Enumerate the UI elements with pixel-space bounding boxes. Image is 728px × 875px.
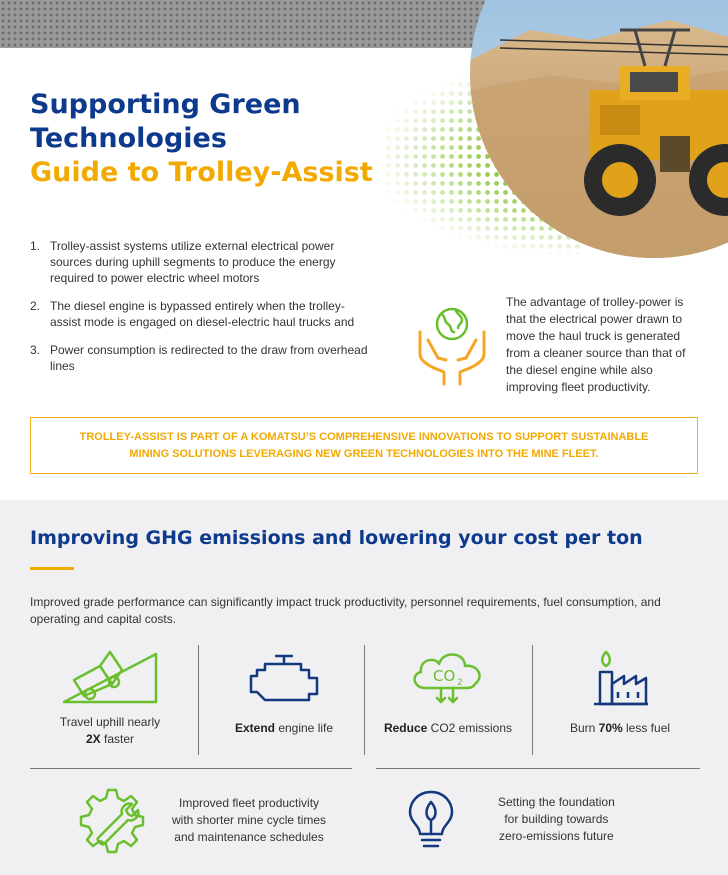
title-line-3: Guide to Trolley-Assist xyxy=(30,157,373,188)
callout-banner: TROLLEY-ASSIST IS PART OF A KOMATSU’S COMPREHENSIVE INNOVATIONS TO SUPPORT SUSTAINABLE MINING SOLUTIONS LEVERAGING NEW GREEN TECHNOLOGIES INTO THE MINE FLEET. xyxy=(30,417,698,474)
caption-text: for building towards xyxy=(504,811,609,826)
caption-text: with shorter mine cycle times xyxy=(172,812,327,827)
divider xyxy=(364,645,365,755)
feature-caption xyxy=(206,720,362,737)
feature-caption xyxy=(372,720,524,737)
caption-bold: 2X xyxy=(85,732,101,746)
co2-icon-label: CO xyxy=(433,667,456,685)
caption-bold: Extend xyxy=(234,721,275,735)
feature-caption xyxy=(172,795,326,846)
steps-list xyxy=(30,238,370,386)
feature-co2 xyxy=(372,644,524,737)
caption-bold: 70% xyxy=(598,721,623,735)
co2-icon-subscript: 2 xyxy=(457,678,463,688)
list-item xyxy=(30,238,370,286)
divider xyxy=(30,768,352,769)
gear-wrench-icon xyxy=(78,784,154,856)
engine-icon xyxy=(247,652,321,704)
divider xyxy=(376,768,700,769)
truck-uphill-icon xyxy=(60,644,160,704)
list-item xyxy=(30,342,370,374)
step-text: The diesel engine is bypassed entirely when the trolley-assist mode is engaged on diesel-electric haul trucks and xyxy=(50,299,355,329)
divider xyxy=(532,645,533,755)
heading-underline xyxy=(30,567,74,570)
feature-zero-emissions xyxy=(406,788,696,850)
section-intro: Improved grade performance can significantly impact truck productivity, personnel requirements, fuel consumption, and operating and capital costs. xyxy=(30,595,661,626)
caption-text: faster xyxy=(100,732,135,746)
caption-text: Improved fleet productivity xyxy=(178,795,320,810)
step-number: 1. xyxy=(30,239,41,253)
caption-text: Setting the foundation xyxy=(498,794,615,809)
step-number: 3. xyxy=(30,343,41,357)
feature-caption xyxy=(498,794,615,845)
caption-text: CO2 emissions xyxy=(427,721,513,735)
feature-uphill xyxy=(30,644,190,748)
step-text: Power consumption is redirected to the draw from overhead lines xyxy=(50,343,368,373)
feature-fuel xyxy=(540,648,700,737)
caption-text: less fuel xyxy=(622,721,671,735)
list-item xyxy=(30,298,370,330)
feature-engine xyxy=(206,652,362,737)
lightbulb-icon xyxy=(406,788,456,850)
caption-text: and maintenance schedules xyxy=(174,829,324,844)
step-number: 2. xyxy=(30,299,41,313)
caption-text: zero-emissions future xyxy=(499,828,614,843)
step-text: Trolley-assist systems utilize external electrical power sources during uphill segments to produce the energy required to power electric wheel motors xyxy=(50,239,336,285)
divider xyxy=(198,645,199,755)
title-line-1: Supporting Green xyxy=(30,89,301,120)
co2-cloud-icon xyxy=(407,644,489,706)
factory-icon xyxy=(590,648,650,708)
section-heading: Improving GHG emissions and lowering your cost per ton xyxy=(30,527,643,549)
caption-text: Travel uphill nearly xyxy=(59,715,161,729)
caption-bold: Reduce xyxy=(383,721,428,735)
feature-caption xyxy=(30,714,190,748)
caption-text: engine life xyxy=(274,721,334,735)
feature-caption xyxy=(540,720,700,737)
title-line-2: Technologies xyxy=(30,123,227,154)
advantage-text: The advantage of trolley-power is that the electrical power drawn to move the haul truck is generated from a cleaner source than that of the diesel engine while also improving fleet productivity. xyxy=(506,295,686,394)
hands-globe-icon xyxy=(416,302,488,386)
caption-text: Burn xyxy=(569,721,599,735)
feature-productivity xyxy=(78,784,360,856)
page-title xyxy=(30,88,410,190)
